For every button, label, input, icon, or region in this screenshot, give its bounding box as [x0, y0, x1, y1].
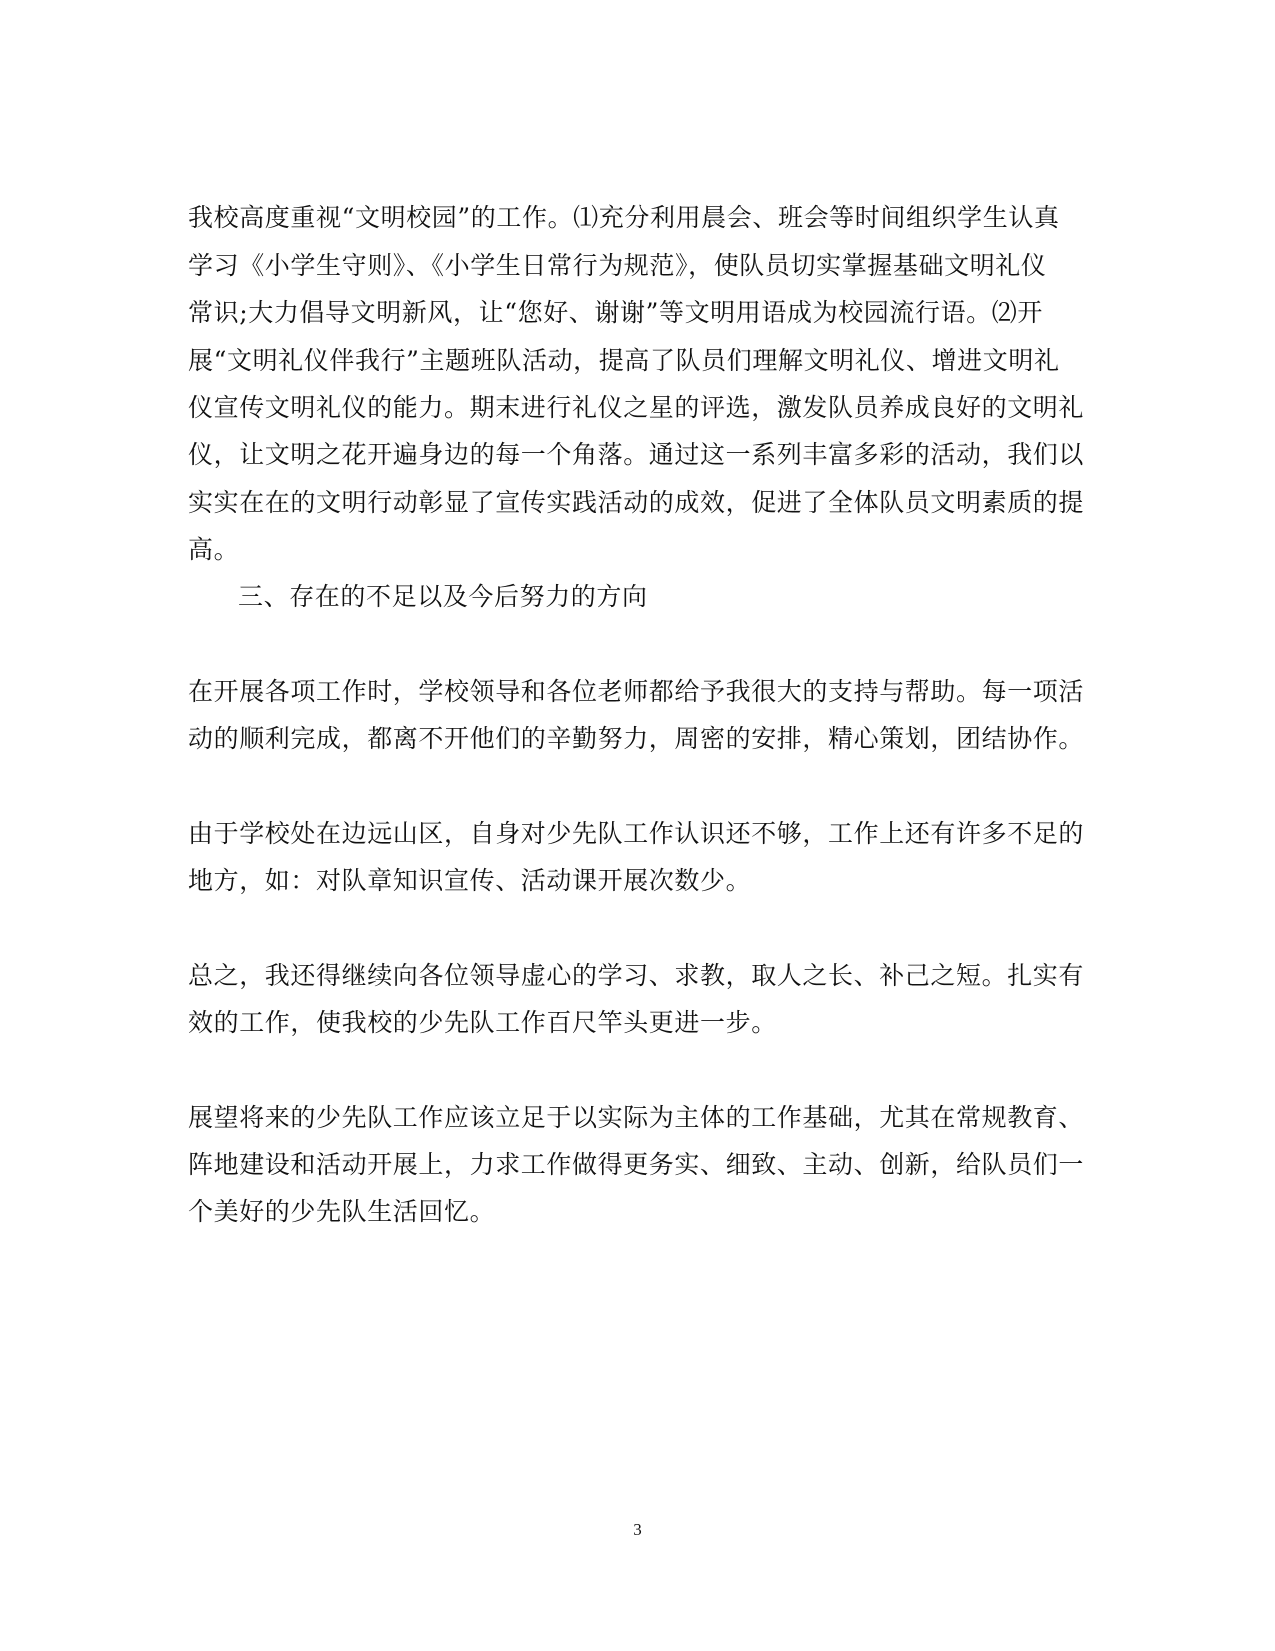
paragraph-1-line-7: 实实在在的文明行动彰显了宣传实践活动的成效，促进了全体队员文明素质的提	[188, 488, 1085, 517]
section-heading: 三、存在的不足以及今后努力的方向	[238, 582, 648, 611]
paragraph-5-line-3: 个美好的少先队生活回忆。	[188, 1197, 496, 1226]
paragraph-2-line-1: 在开展各项工作时，学校领导和各位老师都给予我很大的支持与帮助。每一项活	[188, 677, 1085, 706]
paragraph-4-line-2: 效的工作，使我校的少先队工作百尺竿头更进一步。	[188, 1008, 777, 1037]
paragraph-5-line-1: 展望将来的少先队工作应该立足于以实际为主体的工作基础，尤其在常规教育、	[188, 1103, 1085, 1132]
paragraph-1-line-2: 学习《小学生守则》、《小学生日常行为规范》，使队员切实掌握基础文明礼仪	[188, 251, 1047, 280]
paragraph-3-line-2: 地方，如：对队章知识宣传、活动课开展次数少。	[188, 866, 752, 895]
paragraph-3-line-1: 由于学校处在边远山区，自身对少先队工作认识还不够，工作上还有许多不足的	[188, 819, 1085, 848]
paragraph-1-line-6: 仪，让文明之花开遍身边的每一个角落。通过这一系列丰富多彩的活动，我们以	[188, 440, 1085, 469]
page-number: 3	[633, 1520, 642, 1539]
paragraph-4-line-1: 总之，我还得继续向各位领导虚心的学习、求教，取人之长、补己之短。扎实有	[188, 961, 1085, 990]
paragraph-2-line-2: 动的顺利完成，都离不开他们的辛勤努力，周密的安排，精心策划，团结协作。	[188, 724, 1085, 753]
paragraph-1-line-3: 常识;大力倡导文明新风，让“您好、谢谢”等文明用语成为校园流行语。⑵开	[188, 298, 1043, 327]
paragraph-1-line-1: 我校高度重视“文明校园”的工作。⑴充分利用晨会、班会等时间组织学生认真	[188, 203, 1060, 232]
paragraph-1-line-4: 展“文明礼仪伴我行”主题班队活动，提高了队员们理解文明礼仪、增进文明礼	[188, 346, 1060, 375]
paragraph-5-line-2: 阵地建设和活动开展上，力求工作做得更务实、细致、主动、创新，给队员们一	[188, 1150, 1085, 1179]
paragraph-1-line-5: 仪宣传文明礼仪的能力。期末进行礼仪之星的评选，激发队员养成良好的文明礼	[188, 393, 1085, 422]
paragraph-1-line-8: 高。	[188, 535, 240, 564]
